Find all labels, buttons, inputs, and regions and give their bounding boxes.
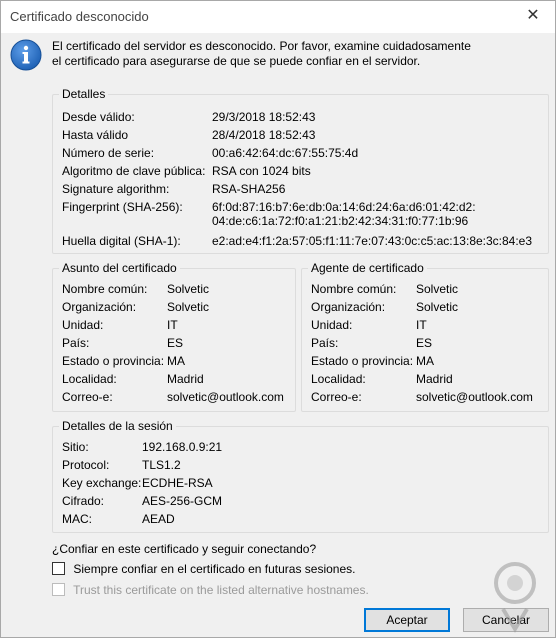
issuer-title: Agente de certificado: [308, 261, 427, 275]
server-unknown-message: El certificado del servidor es desconocido. Por favor, examine cuidadosamente el certificado para asegurarse de que se puede confiar en el servidor.: [52, 39, 471, 68]
serial-label: Número de serie:: [62, 146, 155, 160]
issuer-row-label: Correo-e:: [311, 390, 362, 404]
fingerprint-label: Fingerprint (SHA-256):: [62, 200, 183, 214]
session-row-value: 192.168.0.9:21: [142, 440, 223, 454]
session-row-value: AES-256-GCM: [142, 494, 223, 508]
trust-hostnames-checkbox: [52, 583, 65, 596]
session-title: Detalles de la sesión: [59, 419, 176, 433]
valid-to-value: 28/4/2018 18:52:43: [212, 128, 316, 142]
close-icon[interactable]: ✕: [526, 7, 540, 24]
details-title: Detalles: [59, 87, 108, 101]
issuer-row-value: Solvetic: [416, 282, 459, 296]
public-key-label: Algoritmo de clave pública:: [62, 164, 206, 178]
issuer-row-value: IT: [416, 318, 427, 332]
trust-question: ¿Confiar en este certificado y seguir conectando?: [52, 542, 317, 556]
sha1-value: e2:ad:e4:f1:2a:57:05:f1:11:7e:07:43:0c:c5:ac:13:8e:3c:84:e3: [212, 234, 533, 248]
session-row-value: ECDHE-RSA: [142, 476, 213, 490]
valid-from-value: 29/3/2018 18:52:43: [212, 110, 316, 124]
signature-label: Signature algorithm:: [62, 182, 170, 196]
subject-row-value: ES: [167, 336, 184, 350]
issuer-group: [301, 261, 549, 412]
valid-to-label: Hasta válido: [62, 128, 129, 142]
subject-row-label: Unidad:: [62, 318, 104, 332]
session-row-label: Cifrado:: [62, 494, 105, 508]
subject-title: Asunto del certificado: [59, 261, 180, 275]
session-row-label: Sitio:: [62, 440, 89, 454]
cancel-button[interactable]: Cancelar: [463, 608, 549, 632]
issuer-row-label: Localidad:: [311, 372, 366, 386]
trust-hostnames-label: Trust this certificate on the listed alternative hostnames.: [73, 583, 369, 597]
session-group: [52, 419, 549, 533]
title-bar[interactable]: [1, 1, 555, 33]
serial-value: 00:a6:42:64:dc:67:55:75:4d: [212, 146, 359, 160]
watermark-logo-icon: [483, 559, 547, 633]
signature-value: RSA-SHA256: [212, 182, 286, 196]
details-group: [52, 87, 549, 254]
issuer-row-value: MA: [416, 354, 434, 368]
subject-row-label: Organización:: [62, 300, 137, 314]
session-row-label: Protocol:: [62, 458, 110, 472]
issuer-row-value: ES: [416, 336, 433, 350]
subject-row-value: Madrid: [167, 372, 204, 386]
issuer-row-value: Solvetic: [416, 300, 459, 314]
subject-row-value: MA: [167, 354, 185, 368]
sha1-label: Huella digital (SHA-1):: [62, 234, 181, 248]
issuer-row-value: Madrid: [416, 372, 453, 386]
fingerprint-value-line2: 04:de:c6:1a:72:f0:a1:21:b2:42:34:31:f0:77:1b:96: [212, 214, 469, 228]
issuer-row-label: Organización:: [311, 300, 386, 314]
public-key-value: RSA con 1024 bits: [212, 164, 311, 178]
info-icon: [10, 39, 42, 71]
issuer-row-value: solvetic@outlook.com: [416, 390, 533, 404]
subject-row-label: País:: [62, 336, 90, 350]
issuer-row-label: Estado o provincia:: [311, 354, 414, 368]
subject-row-label: Estado o provincia:: [62, 354, 165, 368]
session-row-value: TLS1.2: [142, 458, 181, 472]
always-trust-label[interactable]: Siempre confiar en el certificado en futuras sesiones.: [73, 562, 356, 576]
always-trust-option[interactable]: [52, 562, 356, 576]
session-row-label: MAC:: [62, 512, 92, 526]
subject-group: [52, 261, 296, 412]
issuer-row-label: Nombre común:: [311, 282, 397, 296]
subject-row-label: Localidad:: [62, 372, 117, 386]
trust-hostnames-option: [52, 583, 369, 597]
session-row-value: AEAD: [142, 512, 175, 526]
subject-row-value: Solvetic: [167, 282, 210, 296]
subject-row-label: Nombre común:: [62, 282, 148, 296]
subject-row-value: solvetic@outlook.com: [167, 390, 284, 404]
issuer-row-label: Unidad:: [311, 318, 353, 332]
subject-row-value: IT: [167, 318, 178, 332]
subject-row-value: Solvetic: [167, 300, 210, 314]
valid-from-label: Desde válido:: [62, 110, 135, 124]
subject-row-label: Correo-e:: [62, 390, 113, 404]
window-title: Certificado desconocido: [10, 9, 149, 24]
session-row-label: Key exchange:: [62, 476, 142, 490]
issuer-row-label: País:: [311, 336, 339, 350]
always-trust-checkbox[interactable]: [52, 562, 65, 575]
accept-button[interactable]: Aceptar: [364, 608, 450, 632]
fingerprint-value-line1: 6f:0d:87:16:b7:6e:db:0a:14:6d:24:6a:d6:01:42:d2:: [212, 200, 476, 214]
